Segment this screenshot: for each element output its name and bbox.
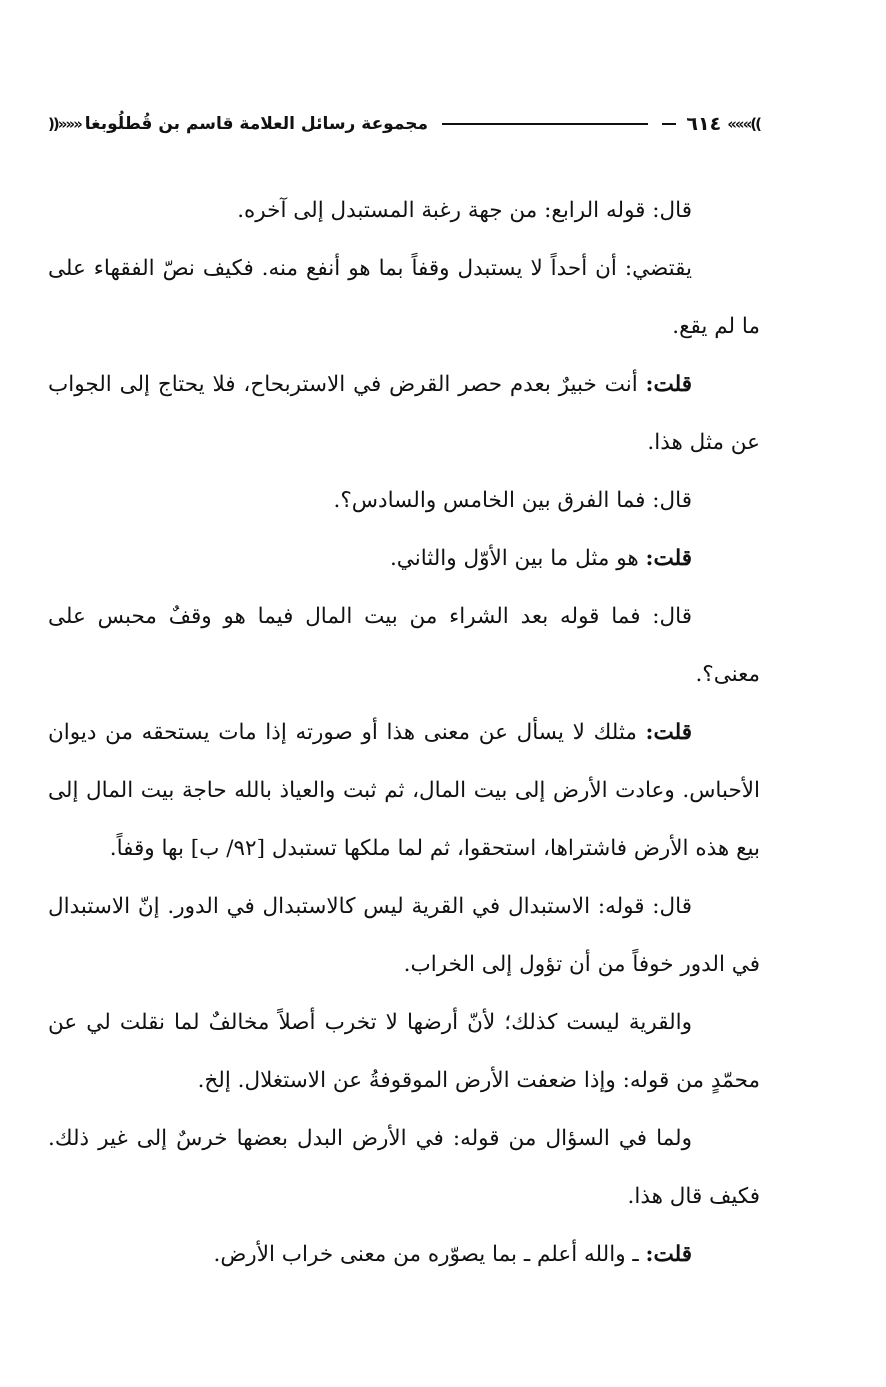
header-ornament-right: «««((	[727, 114, 760, 133]
speaker-label: قال:	[652, 488, 692, 513]
paragraph-text: فما قوله بعد الشراء من بيت المال فيما هو وقفٌ محبس على معنى؟.	[48, 604, 760, 687]
paragraph-8	[48, 878, 760, 994]
speaker-label: قلت:	[645, 372, 692, 397]
page-number: ٦١٤	[686, 113, 722, 135]
paragraph-10	[48, 1110, 760, 1226]
paragraph-text: أنت خبيرٌ بعدم حصر القرض في الاستربحاح، فلا يحتاج إلى الجواب عن مثل هذا.	[48, 372, 760, 455]
paragraph-text: مثلك لا يسأل عن معنى هذا أو صورته إذا مات يستحقه من ديوان الأحباس. وعادت الأرض إلى بيت المال، ثم ثبت والعياذ بالله حاجة بيت المال إلى بيع هذه الأرض فاشتراها، استحقوا، ثم لما ملكها تستبدل [٩٢/ ب] بها وقفاً.	[48, 720, 760, 861]
paragraph-11	[48, 1226, 760, 1284]
speaker-label: قال:	[652, 894, 692, 919]
speaker-label: قال:	[652, 198, 692, 223]
paragraph-1	[48, 182, 760, 240]
running-header	[48, 104, 760, 144]
paragraph-9	[48, 994, 760, 1110]
paragraph-text: ـ والله أعلم ـ بما يصوّره من معنى خراب الأرض.	[213, 1242, 646, 1267]
paragraph-text: هو مثل ما بين الأوّل والثاني.	[389, 546, 646, 571]
header-rule	[442, 123, 648, 125]
speaker-label: يقتضي:	[624, 256, 692, 281]
paragraph-6	[48, 588, 760, 704]
header-ornament-left: ))»»»	[48, 114, 81, 133]
paragraph-text: أن أحداً لا يستبدل وقفاً بما هو أنفع منه. فكيف نصّ الفقهاء على ما لم يقع.	[48, 256, 760, 339]
paragraph-text: قوله الرابع: من جهة رغبة المستبدل إلى آخره.	[237, 198, 653, 223]
speaker-label: قلت:	[645, 720, 692, 745]
paragraph-text: فما الفرق بين الخامس والسادس؟.	[333, 488, 653, 513]
page-body	[48, 182, 760, 1284]
header-dash	[662, 123, 676, 125]
paragraph-3	[48, 356, 760, 472]
paragraph-text: قوله: الاستبدال في القرية ليس كالاستبدال في الدور. إنّ الاستبدال في الدور خوفاً من أن تؤول إلى الخراب.	[48, 894, 760, 977]
paragraph-text: ولما في السؤال من قوله: في الأرض البدل بعضها خرسٌ إلى غير ذلك. فكيف قال هذا.	[48, 1126, 760, 1209]
paragraph-4	[48, 472, 760, 530]
speaker-label: قال:	[652, 604, 692, 629]
paragraph-2	[48, 240, 760, 356]
speaker-label: قلت:	[645, 1242, 692, 1267]
book-title: مجموعة رسائل العلامة قاسم بن قُطلُوبغا	[84, 114, 429, 134]
paragraph-7	[48, 704, 760, 878]
paragraph-5	[48, 530, 760, 588]
speaker-label: قلت:	[645, 546, 692, 571]
paragraph-text: والقرية ليست كذلك؛ لأنّ أرضها لا تخرب أصلاً مخالفٌ لما نقلت لي عن محمّدٍ من قوله: وإذا ضعفت الأرض الموقوفةُ عن الاستغلال. إلخ.	[48, 1010, 760, 1093]
